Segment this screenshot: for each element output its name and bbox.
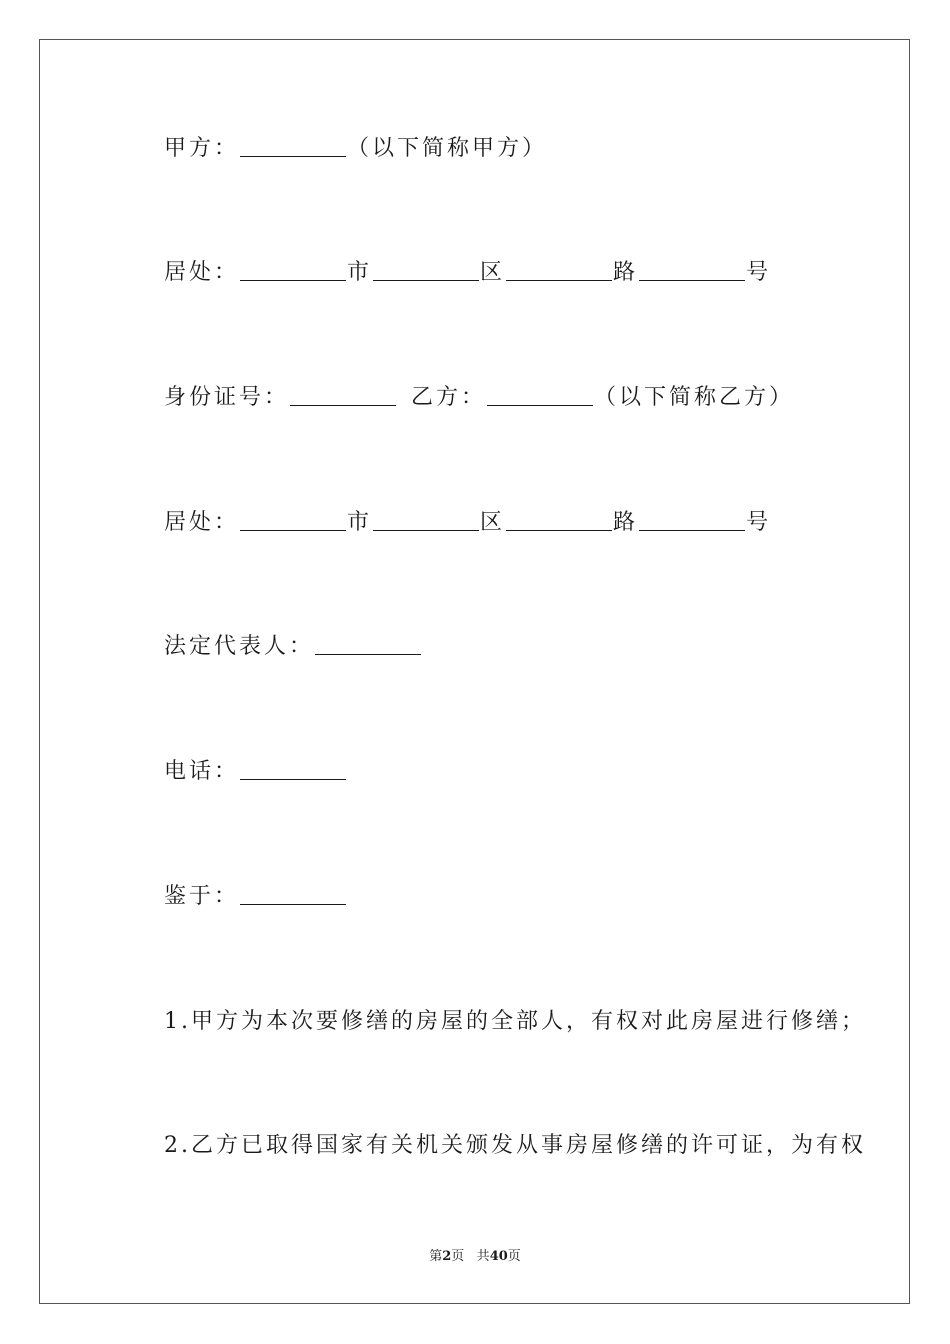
party-a-label: 甲方： (164, 136, 240, 161)
legal-rep-line (164, 632, 422, 662)
phone-blank[interactable] (240, 757, 346, 780)
address-b-number: 号 (746, 510, 772, 535)
footer-total-prefix: 共 (476, 1249, 490, 1264)
page-frame (39, 39, 910, 1304)
clause-1: 1.甲方为本次要修缮的房屋的全部人，有权对此房屋进行修缮； (164, 1009, 866, 1034)
footer-page-total: 40 (489, 1249, 508, 1264)
party-b-blank[interactable] (487, 383, 593, 406)
whereas-line (164, 882, 347, 912)
address-b-district: 区 (480, 510, 506, 535)
address-b-district-blank[interactable] (373, 508, 479, 531)
address-b-city: 市 (347, 510, 373, 535)
address-a-district: 区 (480, 260, 506, 285)
address-a-number-blank[interactable] (639, 258, 745, 281)
address-b-number-blank[interactable] (639, 508, 745, 531)
whereas-label: 鉴于： (164, 884, 240, 909)
address-b-line (164, 508, 771, 538)
address-a-road-blank[interactable] (506, 258, 612, 281)
address-a-label: 居处： (164, 260, 240, 285)
address-b-road: 路 (613, 510, 639, 535)
footer-total-suffix: 页 (507, 1249, 521, 1264)
address-a-line (164, 258, 771, 288)
id-party-b-line (164, 383, 794, 413)
id-number-label: 身份证号： (164, 385, 290, 410)
legal-rep-label: 法定代表人： (164, 634, 315, 659)
address-b-road-blank[interactable] (506, 508, 612, 531)
clause-2: 2.乙方已取得国家有关机关颁发从事房屋修缮的许可证，为有权 (164, 1133, 866, 1158)
party-a-suffix: （以下简称甲方） (347, 136, 548, 161)
whereas-blank[interactable] (240, 882, 346, 905)
footer-page-prefix: 第 (429, 1249, 443, 1264)
party-a-blank[interactable] (240, 134, 346, 157)
address-a-number: 号 (746, 260, 772, 285)
address-b-label: 居处： (164, 510, 240, 535)
address-b-city-blank[interactable] (240, 508, 346, 531)
address-a-city-blank[interactable] (240, 258, 346, 281)
legal-rep-blank[interactable] (315, 632, 421, 655)
address-a-road: 路 (613, 260, 639, 285)
phone-line (164, 757, 347, 787)
party-b-suffix: （以下简称乙方） (594, 385, 795, 410)
page-footer (0, 1248, 950, 1266)
footer-page-mid: 页 (451, 1249, 465, 1264)
footer-page-current: 2 (442, 1249, 452, 1264)
phone-label: 电话： (164, 759, 240, 784)
id-number-blank[interactable] (290, 383, 396, 406)
address-a-district-blank[interactable] (373, 258, 479, 281)
party-a-line (164, 134, 547, 164)
party-b-label: 乙方： (411, 385, 487, 410)
address-a-city: 市 (347, 260, 373, 285)
